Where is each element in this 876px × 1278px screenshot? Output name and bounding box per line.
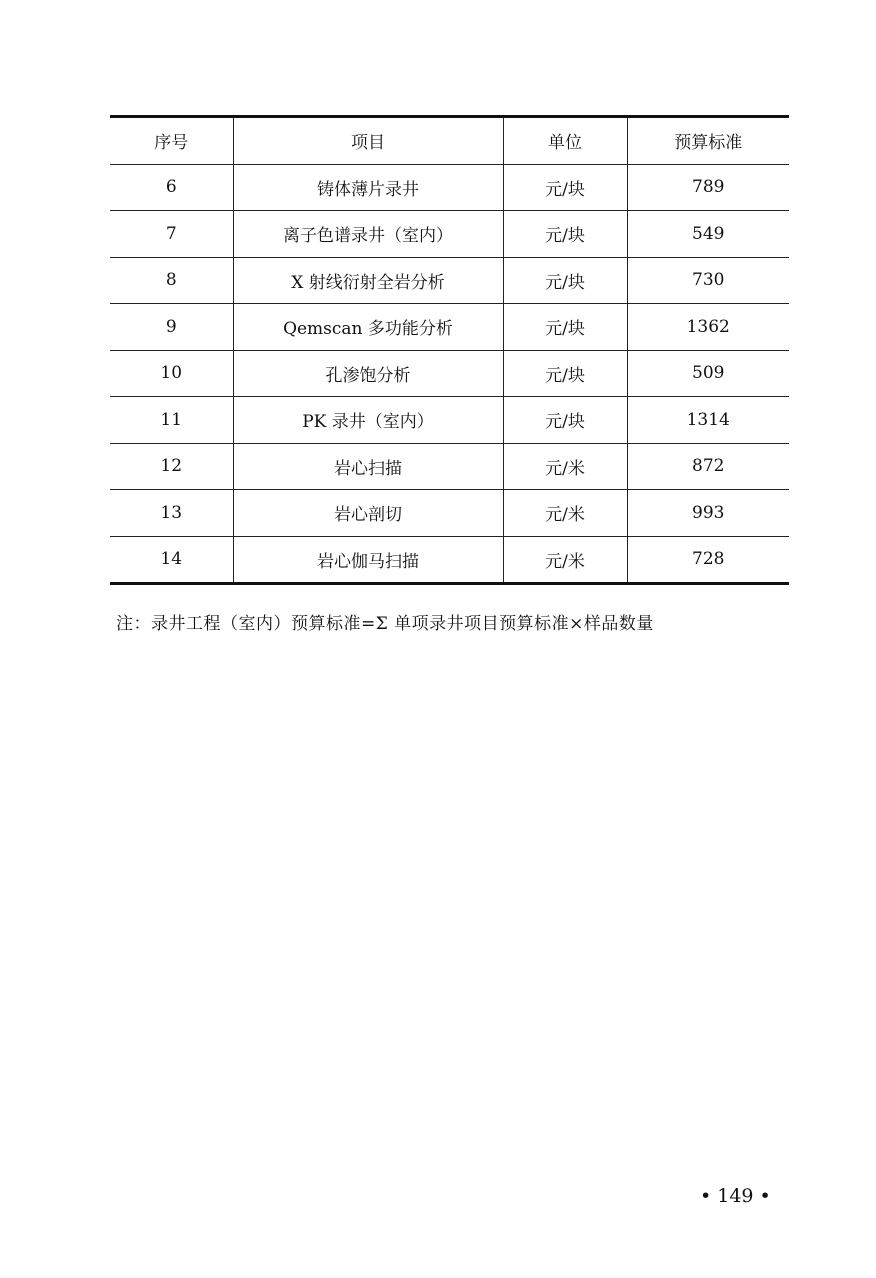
header-unit: 单位 — [503, 117, 627, 165]
cell-no: 7 — [110, 211, 233, 258]
cell-no: 6 — [110, 164, 233, 211]
cell-item: 孔渗饱分析 — [233, 350, 503, 397]
cell-no: 13 — [110, 490, 233, 537]
cell-unit: 元/米 — [503, 443, 627, 490]
cell-item: X 射线衍射全岩分析 — [233, 257, 503, 304]
table-row — [110, 490, 789, 537]
cell-item: 离子色谱录井（室内） — [233, 211, 503, 258]
table-row — [110, 397, 789, 444]
cell-item: 岩心伽马扫描 — [233, 536, 503, 584]
cell-no: 14 — [110, 536, 233, 584]
cell-unit: 元/米 — [503, 536, 627, 584]
table-row — [110, 443, 789, 490]
cell-no: 8 — [110, 257, 233, 304]
cell-no: 10 — [110, 350, 233, 397]
cell-unit: 元/块 — [503, 211, 627, 258]
cell-item: Qemscan 多功能分析 — [233, 304, 503, 351]
cell-standard: 993 — [627, 490, 789, 537]
table-row — [110, 350, 789, 397]
cell-standard: 1362 — [627, 304, 789, 351]
table-row — [110, 164, 789, 211]
header-standard: 预算标准 — [627, 117, 789, 165]
cell-standard: 1314 — [627, 397, 789, 444]
cell-unit: 元/块 — [503, 257, 627, 304]
cell-unit: 元/块 — [503, 164, 627, 211]
cell-standard: 872 — [627, 443, 789, 490]
cell-standard: 730 — [627, 257, 789, 304]
cell-item: 岩心扫描 — [233, 443, 503, 490]
table-footnote: 注：录井工程（室内）预算标准=Σ 单项录井项目预算标准×样品数量 — [116, 614, 654, 634]
cell-unit: 元/米 — [503, 490, 627, 537]
cell-unit: 元/块 — [503, 350, 627, 397]
table-row — [110, 304, 789, 351]
cell-no: 12 — [110, 443, 233, 490]
cell-standard: 728 — [692, 549, 725, 570]
cell-item: 岩心剖切 — [233, 490, 503, 537]
cell-no: 11 — [110, 397, 233, 444]
budget-table-container — [110, 115, 789, 585]
table-row — [110, 211, 789, 258]
cell-item: PK 录井（室内） — [233, 397, 503, 444]
table-row — [110, 257, 789, 304]
header-item: 项目 — [233, 117, 503, 165]
cell-standard: 549 — [627, 211, 789, 258]
cell-standard: 789 — [627, 164, 789, 211]
header-no: 序号 — [110, 117, 233, 165]
table-row — [110, 536, 789, 584]
cell-standard: 509 — [627, 350, 789, 397]
page-number: • 149 • — [700, 1185, 771, 1207]
cell-unit: 元/块 — [503, 397, 627, 444]
cell-no: 9 — [110, 304, 233, 351]
budget-table — [110, 115, 789, 585]
cell-unit: 元/块 — [503, 304, 627, 351]
table-header-row — [110, 117, 789, 165]
cell-item: 铸体薄片录井 — [233, 164, 503, 211]
